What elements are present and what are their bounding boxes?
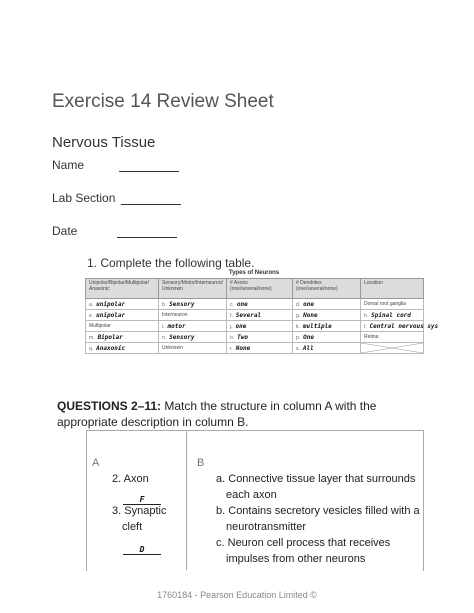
column-a-item bbox=[112, 471, 149, 487]
cell-prefix: j. bbox=[230, 323, 233, 330]
handwritten-answer: multiple bbox=[302, 322, 332, 330]
cell-prefix: p. bbox=[296, 334, 301, 341]
lab-section-field bbox=[52, 191, 181, 205]
header-function: Sensory/Motor/Interneuron/ Unknown bbox=[159, 279, 227, 299]
handwritten-answer: motor bbox=[167, 322, 186, 330]
cell-prefix: b. bbox=[162, 301, 167, 308]
handwritten-answer: Several bbox=[235, 311, 262, 319]
handwritten-answer: one bbox=[235, 322, 247, 330]
cell-text: Dorsal root ganglia bbox=[364, 301, 406, 307]
handwritten-answer: one bbox=[236, 300, 248, 308]
item-text-cont: cleft bbox=[122, 521, 143, 533]
handwritten-answer: Central nervous sys bbox=[369, 322, 439, 330]
matching-column-divider bbox=[186, 430, 187, 570]
column-b-header: B bbox=[197, 457, 205, 469]
handwritten-answer: Sensory bbox=[169, 300, 195, 308]
table-cell[interactable] bbox=[227, 332, 293, 343]
item-letter: c. bbox=[216, 537, 225, 549]
questions-heading bbox=[57, 398, 427, 430]
cell-prefix: o. bbox=[230, 334, 235, 341]
cell-text: Multipolar bbox=[89, 323, 111, 329]
cell-prefix: d. bbox=[296, 301, 301, 308]
neuron-types-table bbox=[85, 278, 439, 354]
table-row bbox=[86, 343, 424, 354]
cell-prefix: i. bbox=[162, 323, 165, 330]
cell-prefix: f. bbox=[230, 312, 233, 319]
handwritten-answer: None bbox=[303, 311, 318, 319]
column-b-item bbox=[216, 471, 421, 503]
item-number: 3. bbox=[112, 505, 122, 517]
item-text: Synaptic bbox=[124, 505, 167, 517]
table-cell[interactable] bbox=[86, 299, 159, 310]
item-text: Connective tissue layer that surrounds bbox=[228, 473, 416, 485]
cell-text: Interneuron bbox=[162, 312, 188, 318]
header-location: Location bbox=[361, 279, 424, 299]
page-footer: 1760184 - Pearson Education Limited © bbox=[157, 590, 317, 600]
table-cell[interactable] bbox=[227, 310, 293, 321]
table-cell bbox=[361, 343, 424, 354]
table-row bbox=[86, 299, 424, 310]
column-b-item bbox=[216, 535, 421, 567]
cell-prefix: r. bbox=[230, 345, 233, 352]
handwritten-answer: Sensory bbox=[169, 333, 195, 341]
table-cell[interactable] bbox=[159, 332, 227, 343]
section-subtitle: Nervous Tissue bbox=[52, 134, 156, 151]
handwritten-answer: Spinal cord bbox=[371, 311, 411, 319]
crossed-out-cell bbox=[361, 343, 423, 353]
table-cell[interactable] bbox=[361, 299, 424, 310]
handwritten-answer: unipolar bbox=[96, 311, 126, 319]
answer-value: F bbox=[123, 495, 161, 505]
handwritten-answer: Two bbox=[237, 333, 249, 341]
item-text-cont: impulses from other neurons bbox=[226, 553, 366, 565]
table-cell[interactable] bbox=[293, 310, 361, 321]
name-blank[interactable] bbox=[119, 171, 179, 172]
handwritten-answer: one bbox=[303, 300, 315, 308]
cell-prefix: s. bbox=[296, 345, 300, 352]
cell-prefix: q. bbox=[89, 345, 94, 352]
item-text: Contains secretory vesicles filled with a bbox=[228, 505, 420, 517]
name-label: Name bbox=[52, 158, 85, 172]
handwritten-answer: None bbox=[235, 344, 251, 352]
table-cell[interactable] bbox=[227, 321, 293, 332]
lab-section-label: Lab Section bbox=[52, 191, 116, 205]
table-row bbox=[86, 332, 424, 343]
cell-text: Unknown bbox=[162, 345, 183, 351]
item-letter: b. bbox=[216, 505, 226, 517]
cell-prefix: n. bbox=[162, 334, 167, 341]
table-cell[interactable] bbox=[361, 332, 424, 343]
page-title: Exercise 14 Review Sheet bbox=[52, 91, 274, 112]
table-cell[interactable] bbox=[227, 299, 293, 310]
table-cell[interactable] bbox=[293, 299, 361, 310]
lab-section-blank[interactable] bbox=[121, 204, 181, 205]
table-cell[interactable] bbox=[86, 343, 159, 354]
table-cell[interactable] bbox=[86, 321, 159, 332]
cell-prefix: m. bbox=[89, 334, 95, 341]
table-cell[interactable] bbox=[361, 321, 439, 332]
handwritten-answer: Anaxonic bbox=[96, 344, 126, 352]
table-cell[interactable] bbox=[227, 343, 293, 354]
header-axons: # Axons (one/several/none) bbox=[227, 279, 293, 299]
answer-value: D bbox=[123, 545, 161, 555]
cell-text: Retina bbox=[364, 334, 379, 340]
handwritten-answer: All bbox=[302, 344, 314, 352]
table-cell[interactable] bbox=[293, 343, 361, 354]
handwritten-answer: Bipolar bbox=[97, 333, 123, 341]
item-letter: a. bbox=[216, 473, 226, 485]
item-text: Axon bbox=[123, 473, 149, 485]
table-cell[interactable] bbox=[293, 332, 361, 343]
handwritten-answer: unipolar bbox=[96, 300, 126, 308]
name-field bbox=[52, 158, 179, 172]
table-header-row bbox=[86, 279, 424, 299]
header-polarity: Unipolar/Bipolar/Multipolar/ Anaxonic bbox=[86, 279, 159, 299]
date-label: Date bbox=[52, 224, 78, 238]
date-field bbox=[52, 224, 177, 238]
table-cell[interactable] bbox=[86, 332, 159, 343]
column-a-item bbox=[112, 503, 166, 535]
item-text-cont: each axon bbox=[226, 489, 277, 501]
questions-text: Match the structure in column A with the appropriate description in column B. bbox=[57, 399, 377, 429]
item-text-cont: neurotransmitter bbox=[226, 521, 307, 533]
table-cell[interactable] bbox=[159, 310, 227, 321]
cell-prefix: l. bbox=[364, 323, 367, 330]
cell-prefix: g. bbox=[296, 312, 301, 319]
table-cell[interactable] bbox=[159, 321, 227, 332]
answer-blank[interactable] bbox=[123, 539, 161, 557]
date-blank[interactable] bbox=[117, 237, 177, 238]
handwritten-answer: One bbox=[303, 333, 315, 341]
cell-prefix: e. bbox=[89, 312, 94, 319]
header-dendrites: # Dendrites (one/several/none) bbox=[293, 279, 361, 299]
table-cell[interactable] bbox=[293, 321, 361, 332]
table-cell[interactable] bbox=[86, 310, 159, 321]
column-b-item bbox=[216, 503, 421, 535]
item-number: 2. bbox=[112, 473, 122, 485]
cell-prefix: a. bbox=[89, 301, 94, 308]
item-text: Neuron cell process that receives bbox=[227, 537, 391, 549]
questions-label: QUESTIONS 2–11: bbox=[57, 399, 162, 413]
column-a-header: A bbox=[92, 457, 100, 469]
cell-prefix: k. bbox=[296, 323, 300, 330]
cell-prefix: c. bbox=[230, 301, 234, 308]
table-row bbox=[86, 310, 424, 321]
table-instruction: 1. Complete the following table. bbox=[87, 256, 255, 270]
table-cell[interactable] bbox=[159, 343, 227, 354]
table-cell[interactable] bbox=[361, 310, 424, 321]
table-caption: Types of Neurons bbox=[228, 270, 280, 276]
table-row bbox=[86, 321, 424, 332]
cell-prefix: h. bbox=[364, 312, 369, 319]
table-cell[interactable] bbox=[159, 299, 227, 310]
